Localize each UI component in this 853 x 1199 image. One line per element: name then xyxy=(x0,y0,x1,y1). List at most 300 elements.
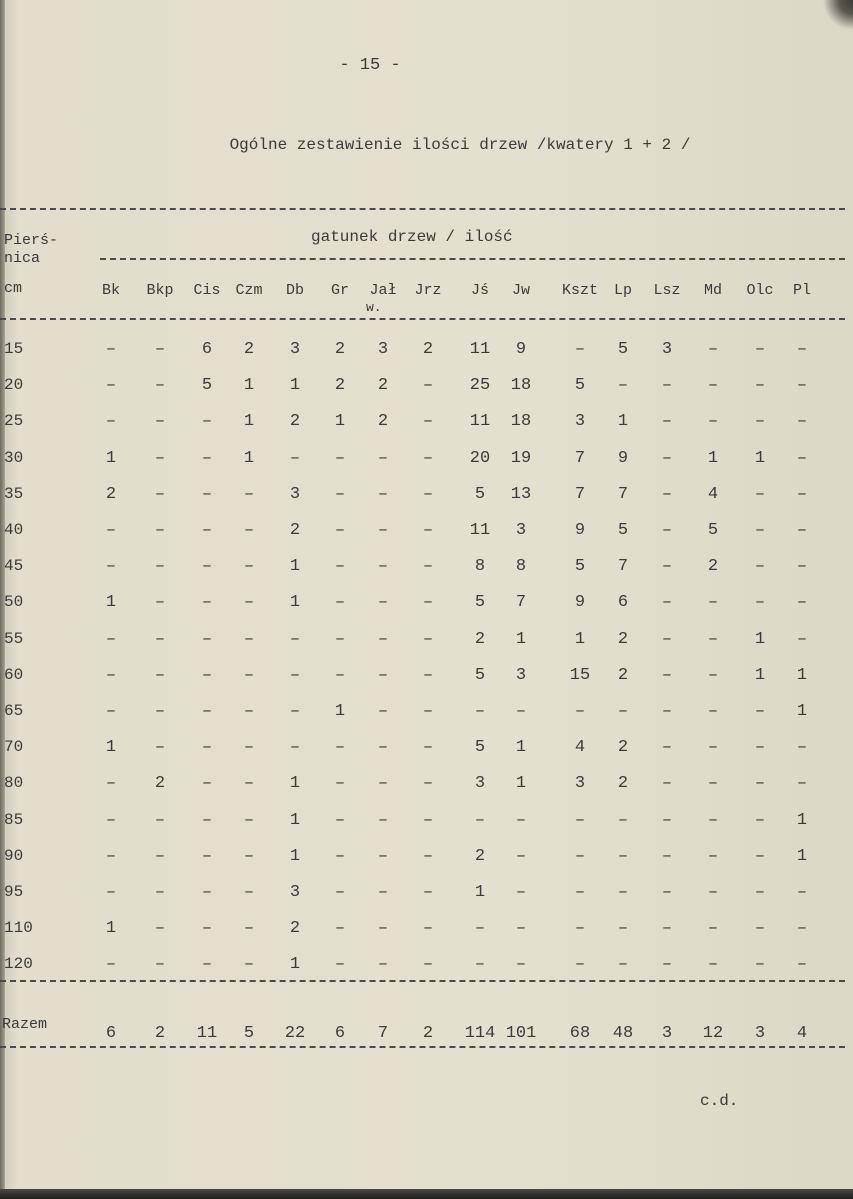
table-cell: – xyxy=(422,376,434,395)
table-cell: 18 xyxy=(510,376,532,395)
table-cell: 9 xyxy=(617,449,629,468)
table-cell: – xyxy=(422,666,434,685)
table-cell: 1 xyxy=(796,666,808,685)
column-header-bk: Bk xyxy=(101,282,120,299)
table-cell: – xyxy=(243,883,255,902)
table-cell: – xyxy=(707,376,719,395)
table-cell: – xyxy=(105,376,117,395)
column-header-czm: Czm xyxy=(235,282,263,299)
row-label: 55 xyxy=(4,630,24,648)
table-cell: – xyxy=(617,955,629,974)
row-label: 35 xyxy=(4,485,24,503)
row-label: 15 xyxy=(4,340,24,358)
table-cell: – xyxy=(201,412,213,431)
table-cell: 1 xyxy=(243,412,255,431)
table-cell: 1 xyxy=(474,883,486,902)
row-label: 85 xyxy=(4,811,24,829)
table-cell: – xyxy=(754,738,766,757)
table-cell: – xyxy=(154,449,166,468)
table-cell: – xyxy=(754,485,766,504)
total-cell: 6 xyxy=(105,1024,117,1043)
table-cell: – xyxy=(377,666,389,685)
table-cell: – xyxy=(617,702,629,721)
table-cell: – xyxy=(334,847,346,866)
total-cell: 48 xyxy=(612,1024,634,1043)
table-cell: 5 xyxy=(474,666,486,685)
table-cell: – xyxy=(617,919,629,938)
table-cell: – xyxy=(154,557,166,576)
table-cell: – xyxy=(289,449,301,468)
table-cell: – xyxy=(334,955,346,974)
table-cell: – xyxy=(707,738,719,757)
table-cell: – xyxy=(754,955,766,974)
table-cell: – xyxy=(661,883,673,902)
table-cell: – xyxy=(334,666,346,685)
table-cell: 1 xyxy=(243,376,255,395)
table-cell: 5 xyxy=(474,593,486,612)
table-cell: 18 xyxy=(510,412,532,431)
table-bottom-rule xyxy=(0,1046,845,1048)
table-cell: – xyxy=(243,702,255,721)
table-cell: 2 xyxy=(154,774,166,793)
table-cell: 3 xyxy=(515,521,527,540)
row-label: 80 xyxy=(4,774,24,792)
table-cell: – xyxy=(334,557,346,576)
total-cell: 4 xyxy=(796,1024,808,1043)
group-heading-rule xyxy=(100,258,845,260)
table-cell: – xyxy=(154,811,166,830)
table-cell: – xyxy=(574,919,586,938)
table-cell: – xyxy=(243,630,255,649)
table-cell: – xyxy=(754,847,766,866)
table-cell: 1 xyxy=(515,630,527,649)
table-cell: – xyxy=(574,702,586,721)
table-cell: – xyxy=(796,412,808,431)
total-cell: 68 xyxy=(569,1024,591,1043)
table-cell: 1 xyxy=(105,593,117,612)
table-cell: – xyxy=(661,630,673,649)
table-cell: 4 xyxy=(707,485,719,504)
total-cell: 11 xyxy=(196,1024,218,1043)
table-cell: – xyxy=(105,630,117,649)
table-cell: 3 xyxy=(661,340,673,359)
table-cell: – xyxy=(574,847,586,866)
table-cell: – xyxy=(377,521,389,540)
table-cell: 1 xyxy=(289,847,301,866)
column-header-bkp: Bkp xyxy=(146,282,174,299)
table-cell: – xyxy=(661,955,673,974)
table-cell: 2 xyxy=(617,774,629,793)
table-cell: – xyxy=(334,811,346,830)
column-header-pl: Pl xyxy=(792,282,811,299)
row-label: 50 xyxy=(4,593,24,611)
table-cell: – xyxy=(243,485,255,504)
table-cell: – xyxy=(201,847,213,866)
table-cell: 6 xyxy=(617,593,629,612)
table-cell: 9 xyxy=(574,521,586,540)
total-cell: 2 xyxy=(154,1024,166,1043)
table-cell: – xyxy=(796,919,808,938)
table-cell: – xyxy=(796,774,808,793)
table-cell: – xyxy=(796,630,808,649)
table-cell: – xyxy=(515,847,527,866)
table-cell: – xyxy=(201,774,213,793)
table-cell: – xyxy=(422,630,434,649)
table-cell: – xyxy=(105,702,117,721)
table-cell: – xyxy=(754,557,766,576)
column-header-cis: Cis xyxy=(193,282,221,299)
table-cell: 2 xyxy=(377,376,389,395)
table-cell: – xyxy=(661,521,673,540)
table-cell: – xyxy=(154,630,166,649)
table-cell: – xyxy=(377,557,389,576)
row-label: 90 xyxy=(4,847,24,865)
table-cell: – xyxy=(154,738,166,757)
table-cell: 5 xyxy=(617,340,629,359)
total-cell: 5 xyxy=(243,1024,255,1043)
table-cell: – xyxy=(617,811,629,830)
table-cell: 3 xyxy=(574,774,586,793)
table-cell: – xyxy=(422,412,434,431)
table-cell: – xyxy=(377,919,389,938)
table-cell: 5 xyxy=(574,557,586,576)
table-cell: 5 xyxy=(617,521,629,540)
table-cell: 2 xyxy=(334,376,346,395)
table-cell: 11 xyxy=(469,412,491,431)
table-cell: – xyxy=(243,593,255,612)
total-cell: 7 xyxy=(377,1024,389,1043)
table-cell: – xyxy=(422,702,434,721)
table-cell: 1 xyxy=(289,774,301,793)
table-cell: 11 xyxy=(469,521,491,540)
table-cell: – xyxy=(289,702,301,721)
table-cell: – xyxy=(422,883,434,902)
table-cell: – xyxy=(377,630,389,649)
table-cell: 3 xyxy=(289,485,301,504)
table-cell: – xyxy=(754,919,766,938)
table-cell: – xyxy=(243,521,255,540)
table-cell: – xyxy=(754,883,766,902)
table-cell: – xyxy=(474,955,486,974)
table-cell: 5 xyxy=(574,376,586,395)
table-cell: 1 xyxy=(754,630,766,649)
table-cell: 2 xyxy=(422,340,434,359)
row-label: 20 xyxy=(4,376,24,394)
row-label: 70 xyxy=(4,738,24,756)
table-cell: 2 xyxy=(617,630,629,649)
column-header-kszt: Kszt xyxy=(561,282,598,299)
table-cell: – xyxy=(154,376,166,395)
table-cell: – xyxy=(105,811,117,830)
table-cell: 2 xyxy=(289,412,301,431)
table-cell: 1 xyxy=(289,955,301,974)
table-cell: 1 xyxy=(796,702,808,721)
table-cell: – xyxy=(515,955,527,974)
table-cell: – xyxy=(201,557,213,576)
table-cell: 3 xyxy=(289,340,301,359)
table-cell: – xyxy=(707,847,719,866)
table-cell: – xyxy=(515,811,527,830)
total-cell: 3 xyxy=(661,1024,673,1043)
table-cell: – xyxy=(707,919,719,938)
table-cell: 3 xyxy=(574,412,586,431)
table-cell: – xyxy=(377,702,389,721)
table-cell: – xyxy=(661,412,673,431)
row-header-line-2: nica xyxy=(4,250,41,267)
table-cell: – xyxy=(334,630,346,649)
table-cell: – xyxy=(201,593,213,612)
table-cell: – xyxy=(377,774,389,793)
table-cell: – xyxy=(796,955,808,974)
table-cell: 19 xyxy=(510,449,532,468)
row-label: 45 xyxy=(4,557,24,575)
table-cell: 8 xyxy=(515,557,527,576)
table-cell: 1 xyxy=(515,774,527,793)
table-cell: 5 xyxy=(201,376,213,395)
table-cell: 11 xyxy=(469,340,491,359)
table-cell: 20 xyxy=(469,449,491,468)
table-cell: – xyxy=(661,557,673,576)
table-cell: – xyxy=(661,774,673,793)
column-header-lp: Lp xyxy=(613,282,632,299)
table-cell: – xyxy=(515,883,527,902)
table-cell: – xyxy=(105,412,117,431)
total-cell: 12 xyxy=(702,1024,724,1043)
table-cell: – xyxy=(474,919,486,938)
table-cell: – xyxy=(105,666,117,685)
table-cell: 1 xyxy=(105,449,117,468)
header-bottom-rule xyxy=(0,318,845,320)
table-cell: – xyxy=(201,955,213,974)
row-label: 110 xyxy=(4,919,33,937)
table-cell: – xyxy=(661,593,673,612)
table-cell: – xyxy=(377,847,389,866)
table-cell: – xyxy=(661,811,673,830)
table-cell: – xyxy=(422,919,434,938)
table-cell: 2 xyxy=(617,738,629,757)
table-cell: 13 xyxy=(510,485,532,504)
table-cell: – xyxy=(201,630,213,649)
table-cell: 1 xyxy=(754,449,766,468)
continuation-note: c.d. xyxy=(700,1092,739,1110)
table-cell: – xyxy=(377,593,389,612)
table-cell: – xyxy=(289,666,301,685)
table-cell: – xyxy=(422,449,434,468)
table-cell: – xyxy=(796,376,808,395)
table-cell: 7 xyxy=(617,557,629,576)
table-cell: 4 xyxy=(574,738,586,757)
table-cell: – xyxy=(661,666,673,685)
table-cell: 7 xyxy=(617,485,629,504)
table-cell: – xyxy=(243,666,255,685)
table-cell: – xyxy=(334,919,346,938)
table-cell: 1 xyxy=(754,666,766,685)
table-cell: – xyxy=(154,666,166,685)
table-cell: – xyxy=(154,919,166,938)
table-cell: – xyxy=(334,485,346,504)
table-cell: – xyxy=(474,702,486,721)
page-number: - 15 - xyxy=(339,56,401,75)
table-cell: 2 xyxy=(474,630,486,649)
table-cell: – xyxy=(661,449,673,468)
row-label: 60 xyxy=(4,666,24,684)
table-cell: 2 xyxy=(289,521,301,540)
table-title: Ogólne zestawienie ilości drzew /kwatery 1 + 2 / xyxy=(229,136,691,154)
table-cell: – xyxy=(377,449,389,468)
table-cell: 1 xyxy=(289,376,301,395)
table-cell: 2 xyxy=(243,340,255,359)
table-cell: – xyxy=(201,738,213,757)
table-cell: – xyxy=(105,557,117,576)
table-cell: – xyxy=(796,593,808,612)
table-cell: – xyxy=(105,955,117,974)
table-cell: – xyxy=(105,847,117,866)
table-cell: – xyxy=(334,774,346,793)
total-cell: 3 xyxy=(754,1024,766,1043)
table-cell: – xyxy=(754,412,766,431)
table-cell: – xyxy=(707,883,719,902)
table-cell: – xyxy=(201,521,213,540)
table-cell: – xyxy=(334,593,346,612)
table-cell: 1 xyxy=(243,449,255,468)
table-cell: – xyxy=(105,883,117,902)
table-cell: – xyxy=(661,738,673,757)
scan-bottom-edge xyxy=(0,1189,853,1199)
table-cell: – xyxy=(422,774,434,793)
table-cell: – xyxy=(707,593,719,612)
column-header-db: Db xyxy=(285,282,304,299)
table-cell: – xyxy=(154,883,166,902)
row-label: 25 xyxy=(4,412,24,430)
table-cell: – xyxy=(707,666,719,685)
table-cell: 8 xyxy=(474,557,486,576)
table-cell: – xyxy=(661,485,673,504)
row-header-line-1: Pierś- xyxy=(4,232,59,249)
total-cell: 6 xyxy=(334,1024,346,1043)
table-cell: – xyxy=(754,774,766,793)
table-cell: – xyxy=(796,449,808,468)
table-cell: – xyxy=(422,557,434,576)
table-cell: – xyxy=(154,955,166,974)
table-cell: – xyxy=(422,593,434,612)
row-header-line-3: cm xyxy=(4,280,23,297)
table-cell: – xyxy=(707,412,719,431)
table-cell: – xyxy=(707,340,719,359)
table-cell: 1 xyxy=(796,847,808,866)
species-group-heading: gatunek drzew / ilość xyxy=(311,228,513,246)
table-cell: – xyxy=(754,811,766,830)
table-cell: – xyxy=(334,883,346,902)
table-cell: – xyxy=(474,811,486,830)
column-header-jał: Jał xyxy=(369,282,397,299)
table-cell: 2 xyxy=(474,847,486,866)
table-cell: 1 xyxy=(289,811,301,830)
column-header-lsz: Lsz xyxy=(653,282,681,299)
column-header-jrz: Jrz xyxy=(414,282,442,299)
table-cell: – xyxy=(707,774,719,793)
table-cell: – xyxy=(796,557,808,576)
table-cell: 25 xyxy=(469,376,491,395)
table-cell: – xyxy=(377,485,389,504)
table-cell: – xyxy=(707,630,719,649)
table-cell: – xyxy=(754,340,766,359)
table-cell: – xyxy=(154,340,166,359)
table-cell: 1 xyxy=(796,811,808,830)
table-cell: – xyxy=(243,919,255,938)
table-cell: – xyxy=(377,883,389,902)
table-cell: – xyxy=(754,702,766,721)
table-cell: – xyxy=(574,811,586,830)
table-cell: 1 xyxy=(105,738,117,757)
table-cell: 3 xyxy=(515,666,527,685)
table-cell: – xyxy=(243,955,255,974)
table-cell: 2 xyxy=(377,412,389,431)
table-cell: – xyxy=(201,449,213,468)
column-subline: w. xyxy=(366,300,382,315)
table-cell: – xyxy=(422,485,434,504)
body-bottom-rule xyxy=(0,980,845,982)
table-cell: 15 xyxy=(569,666,591,685)
table-cell: – xyxy=(243,738,255,757)
total-cell: 114 xyxy=(464,1024,496,1043)
table-cell: – xyxy=(334,521,346,540)
table-cell: 2 xyxy=(334,340,346,359)
table-cell: 1 xyxy=(707,449,719,468)
table-cell: – xyxy=(289,738,301,757)
table-cell: 2 xyxy=(105,485,117,504)
table-cell: – xyxy=(105,774,117,793)
table-cell: 3 xyxy=(289,883,301,902)
table-cell: – xyxy=(289,630,301,649)
table-cell: – xyxy=(154,847,166,866)
table-cell: – xyxy=(334,449,346,468)
table-cell: – xyxy=(422,521,434,540)
table-cell: – xyxy=(243,774,255,793)
table-cell: – xyxy=(377,955,389,974)
table-cell: – xyxy=(201,919,213,938)
table-cell: 1 xyxy=(289,557,301,576)
table-cell: – xyxy=(661,919,673,938)
table-cell: – xyxy=(617,847,629,866)
column-header-jś: Jś xyxy=(470,282,489,299)
table-cell: – xyxy=(201,883,213,902)
table-cell: – xyxy=(754,593,766,612)
table-cell: – xyxy=(707,702,719,721)
totals-label: Razem xyxy=(2,1016,48,1033)
table-cell: – xyxy=(661,847,673,866)
table-cell: 5 xyxy=(474,738,486,757)
table-cell: – xyxy=(154,485,166,504)
table-cell: 5 xyxy=(707,521,719,540)
table-cell: – xyxy=(422,847,434,866)
table-cell: – xyxy=(105,521,117,540)
table-cell: – xyxy=(796,521,808,540)
column-header-gr: Gr xyxy=(330,282,349,299)
table-cell: 3 xyxy=(377,340,389,359)
table-cell: – xyxy=(574,340,586,359)
table-cell: – xyxy=(796,738,808,757)
table-cell: – xyxy=(617,883,629,902)
scan-corner-shadow xyxy=(823,0,853,30)
table-cell: 7 xyxy=(515,593,527,612)
row-label: 30 xyxy=(4,449,24,467)
table-cell: – xyxy=(754,521,766,540)
total-cell: 22 xyxy=(284,1024,306,1043)
table-cell: – xyxy=(154,702,166,721)
row-label: 95 xyxy=(4,883,24,901)
table-cell: – xyxy=(243,847,255,866)
table-cell: – xyxy=(422,955,434,974)
